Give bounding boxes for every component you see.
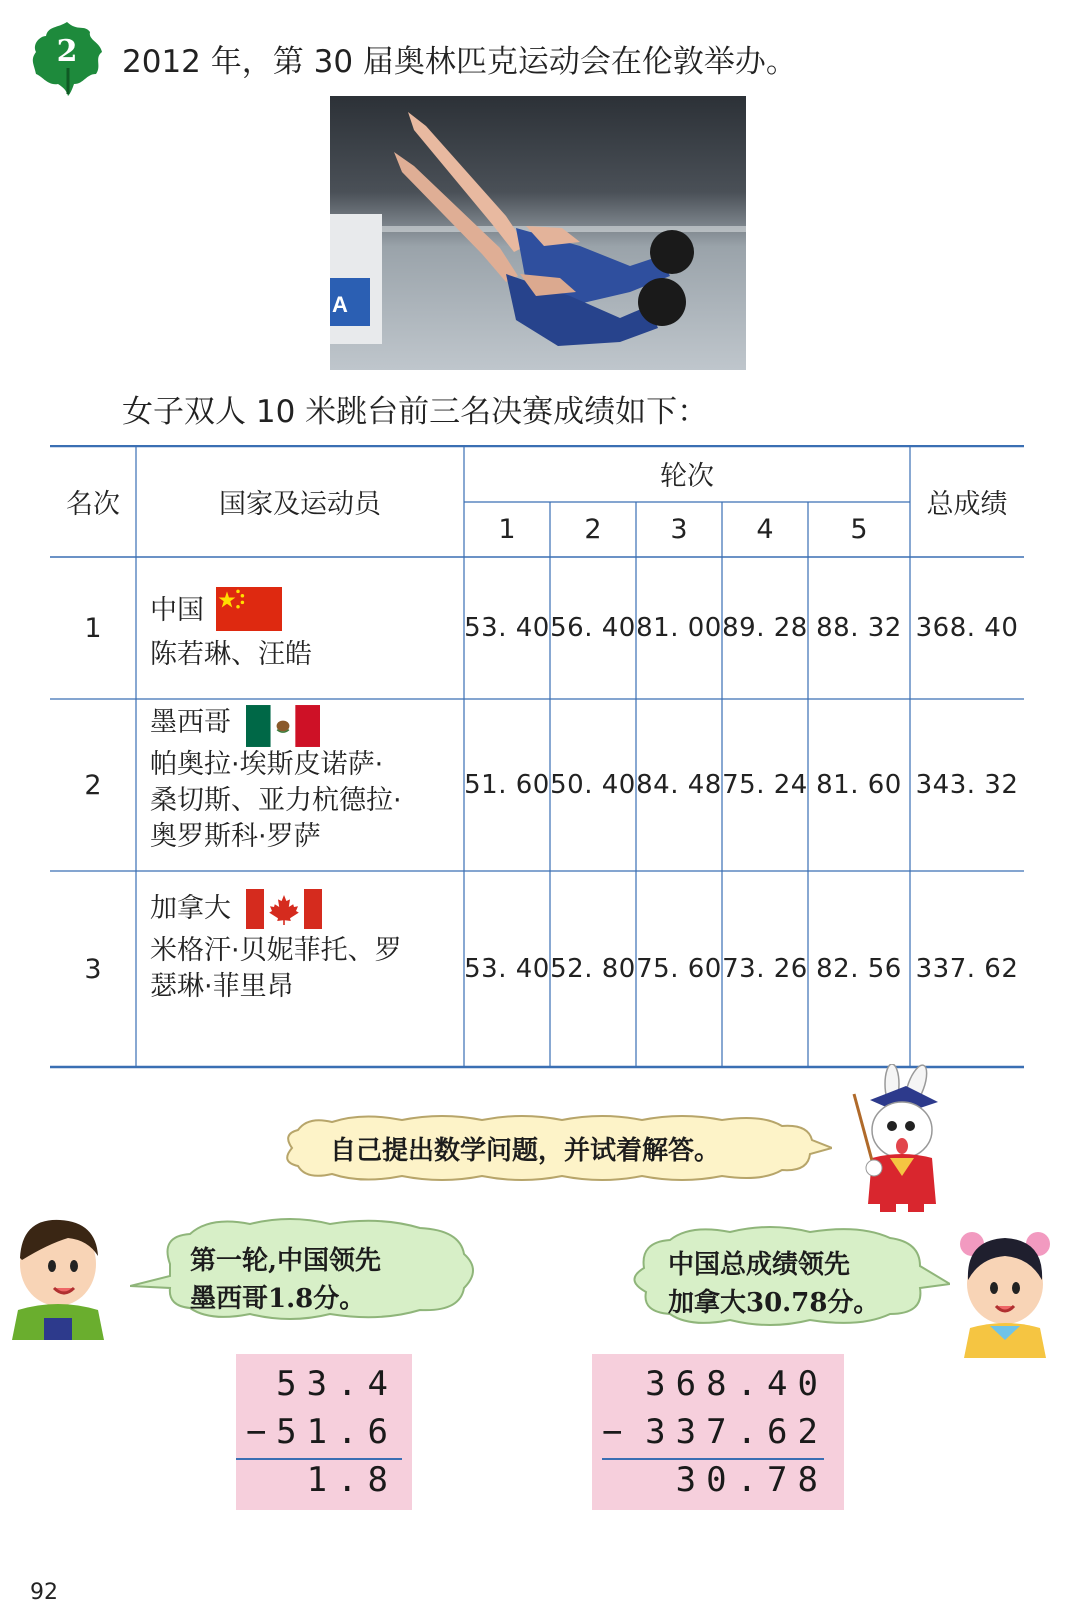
athlete-line: 桑切斯、亚力杭德拉· bbox=[150, 785, 402, 816]
header-country-athletes: 国家及运动员 bbox=[219, 488, 381, 520]
score-cell: 53. 40 bbox=[464, 613, 550, 643]
header-round-5: 5 bbox=[850, 514, 868, 545]
score-cell: 81. 00 bbox=[636, 613, 722, 643]
calc-right-minuend: 368.40 bbox=[645, 1364, 828, 1404]
score-cell: 88. 32 bbox=[816, 613, 902, 643]
total-cell: 343. 32 bbox=[915, 770, 1019, 800]
rabbit-teacher-icon bbox=[846, 1064, 956, 1214]
header-round-1: 1 bbox=[498, 514, 516, 545]
table-caption: 女子双人 10 米跳台前三名决赛成绩如下： bbox=[122, 394, 709, 430]
girl-bubble-line: 加拿大30.78分。 bbox=[668, 1288, 880, 1318]
page-number: 92 bbox=[30, 1580, 58, 1605]
score-cell: 51. 60 bbox=[464, 770, 550, 800]
problem-number: 2 bbox=[56, 34, 78, 69]
calc-left-operator: − bbox=[246, 1412, 277, 1452]
rank-cell: 2 bbox=[84, 769, 102, 801]
score-cell: 53. 40 bbox=[464, 954, 550, 984]
score-cell: 82. 56 bbox=[816, 954, 902, 984]
country-name: 加拿大 bbox=[150, 893, 231, 924]
calc-left-box bbox=[236, 1354, 412, 1510]
score-cell: 81. 60 bbox=[816, 770, 902, 800]
diving-photo-illustration bbox=[330, 96, 746, 370]
canada-flag-icon bbox=[246, 889, 322, 929]
athlete-line: 瑟琳·菲里昂 bbox=[150, 971, 294, 1002]
calc-right-subtrahend: 337.62 bbox=[645, 1412, 828, 1452]
diving-photo bbox=[330, 96, 746, 370]
score-cell: 50. 40 bbox=[550, 770, 636, 800]
header-round-2: 2 bbox=[584, 514, 602, 545]
score-cell: 75. 24 bbox=[722, 770, 808, 800]
results-table bbox=[50, 445, 1024, 1069]
total-cell: 337. 62 bbox=[915, 954, 1019, 984]
calc-right-box bbox=[592, 1354, 844, 1510]
prompt-text: 自己提出数学问题，并试着解答。 bbox=[330, 1136, 721, 1166]
score-cell: 52. 80 bbox=[550, 954, 636, 984]
rank-cell: 3 bbox=[84, 953, 102, 985]
page-title: 2012 年，第 30 届奥林匹克运动会在伦敦举办。 bbox=[122, 44, 797, 80]
header-round-4: 4 bbox=[756, 514, 774, 545]
boy-bubble-line: 第一轮,中国领先 bbox=[190, 1246, 382, 1276]
calc-left-subtrahend: 51.6 bbox=[276, 1412, 398, 1452]
score-cell: 89. 28 bbox=[722, 613, 808, 643]
header-rank: 名次 bbox=[66, 488, 120, 520]
athlete-line: 帕奥拉·埃斯皮诺萨· bbox=[150, 749, 384, 780]
header-total: 总成绩 bbox=[926, 488, 1008, 520]
boy-bubble-line: 墨西哥1.8分。 bbox=[190, 1284, 366, 1314]
china-flag-icon bbox=[216, 587, 282, 631]
athlete-line: 陈若琳、汪皓 bbox=[150, 639, 312, 670]
calc-right-operator: − bbox=[602, 1412, 633, 1452]
header-rounds: 轮次 bbox=[660, 461, 714, 492]
score-cell: 73. 26 bbox=[722, 954, 808, 984]
mexico-flag-icon bbox=[246, 705, 320, 747]
score-cell: 75. 60 bbox=[636, 954, 722, 984]
country-name: 中国 bbox=[150, 595, 204, 626]
calc-right-result: 30.78 bbox=[675, 1460, 828, 1500]
athlete-line: 奥罗斯科·罗萨 bbox=[150, 821, 321, 852]
score-cell: 84. 48 bbox=[636, 770, 722, 800]
girl-character-icon bbox=[950, 1222, 1060, 1358]
country-name: 墨西哥 bbox=[150, 707, 231, 738]
header-round-3: 3 bbox=[670, 514, 688, 545]
calc-left-minuend: 53.4 bbox=[276, 1364, 398, 1404]
boy-character-icon bbox=[8, 1210, 108, 1340]
calc-left-result: 1.8 bbox=[306, 1460, 398, 1500]
rank-cell: 1 bbox=[84, 612, 102, 644]
girl-bubble-line: 中国总成绩领先 bbox=[668, 1250, 851, 1280]
score-cell: 56. 40 bbox=[550, 613, 636, 643]
athlete-line: 米格汗·贝妮菲托、罗 bbox=[150, 935, 402, 966]
platform-sign-text: A bbox=[332, 292, 348, 317]
total-cell: 368. 40 bbox=[915, 613, 1019, 643]
